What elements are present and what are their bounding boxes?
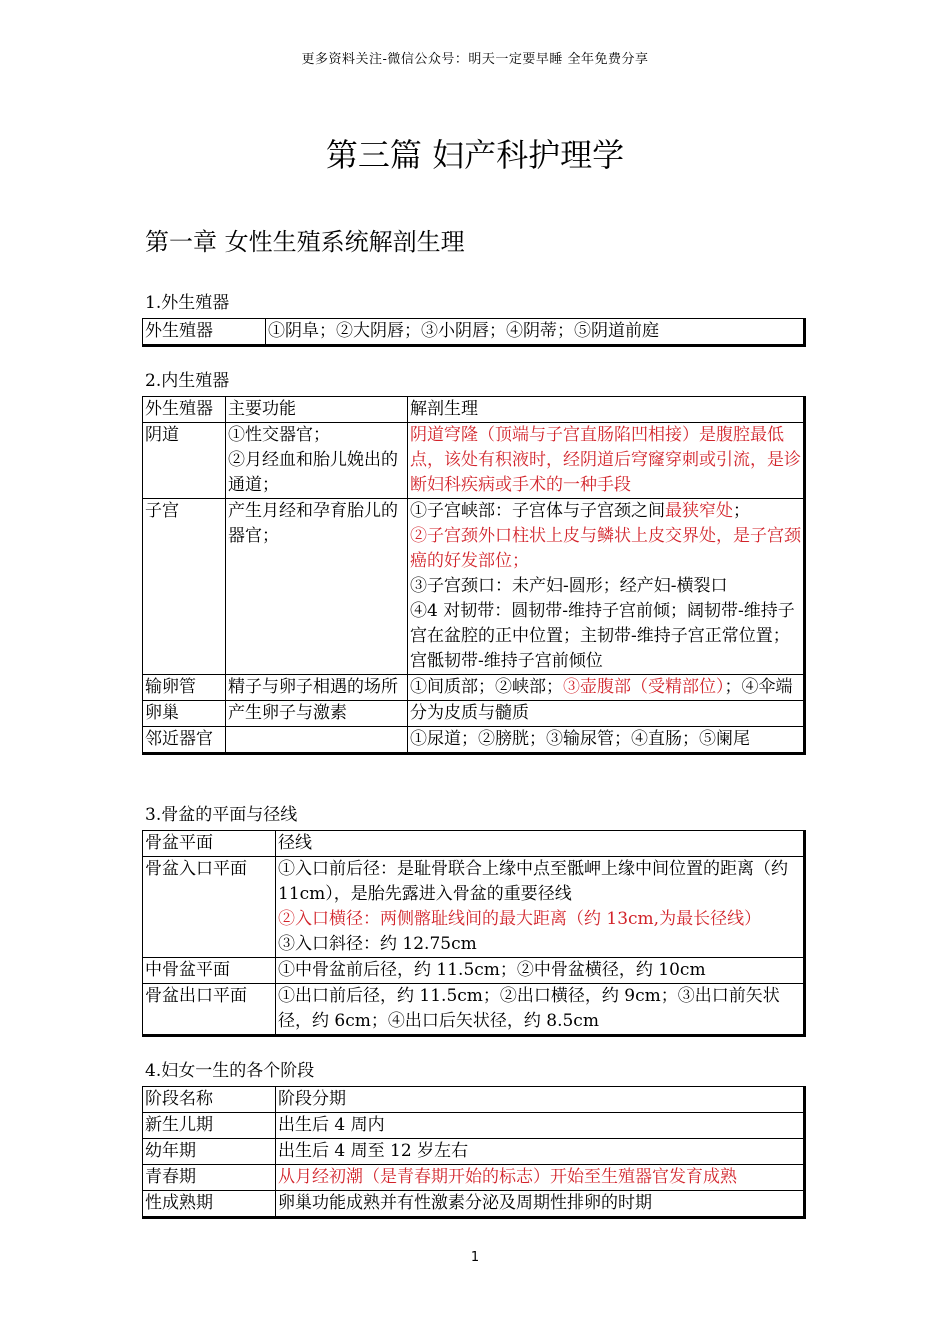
function-cell: 产生月经和孕育胎儿的器官； bbox=[226, 499, 408, 675]
table-row bbox=[143, 319, 805, 346]
row-label: 性成熟期 bbox=[143, 1191, 276, 1218]
row-label: 青春期 bbox=[143, 1165, 276, 1191]
external-genitalia-table bbox=[142, 318, 806, 347]
table-row bbox=[143, 1165, 805, 1191]
anatomy-line: ②子宫颈外口柱状上皮与鳞状上皮交界处，是子宫颈癌的好发部位； bbox=[410, 526, 801, 571]
row-label: 外生殖器 bbox=[143, 319, 266, 346]
row-label: 新生儿期 bbox=[143, 1113, 276, 1139]
table-row bbox=[143, 701, 805, 727]
function-cell: 精子与卵子相遇的场所 bbox=[226, 675, 408, 701]
text-span: ①间质部；②峡部； bbox=[410, 677, 563, 697]
table-header-row bbox=[143, 1087, 805, 1113]
row-content: 卵巢功能成熟并有性激素分泌及周期性排卵的时期 bbox=[276, 1191, 805, 1218]
row-label: 骨盆出口平面 bbox=[143, 984, 276, 1036]
row-label: 中骨盆平面 bbox=[143, 958, 276, 984]
row-content: 出生后 4 周内 bbox=[276, 1113, 805, 1139]
row-label: 阴道 bbox=[143, 423, 226, 499]
column-header: 外生殖器 bbox=[143, 397, 226, 423]
anatomy-cell bbox=[408, 499, 805, 675]
table-row bbox=[143, 1139, 805, 1165]
section-heading-internal: 2.内生殖器 bbox=[145, 371, 230, 391]
text-span: ①子宫峡部：子宫体与子宫颈之间 bbox=[410, 501, 665, 521]
function-cell: 产生卵子与激素 bbox=[226, 701, 408, 727]
function-cell bbox=[226, 727, 408, 754]
table-row bbox=[143, 727, 805, 754]
row-content bbox=[276, 857, 805, 958]
table-row bbox=[143, 958, 805, 984]
text-span: ；④伞端 bbox=[724, 677, 793, 697]
function-line: ②月经血和胎儿娩出的通道； bbox=[228, 450, 398, 495]
table-row bbox=[143, 499, 805, 675]
anatomy-line: ④4 对韧带：圆韧带-维持子宫前倾；阔韧带-维持子宫在盆腔的正中位置；主韧带-维持子宫正常位置；宫骶韧带-维持子宫前倾位 bbox=[410, 601, 795, 671]
section-heading-stages: 4.妇女一生的各个阶段 bbox=[145, 1061, 315, 1081]
function-cell bbox=[226, 423, 408, 499]
row-content: ①中骨盆前后径，约 11.5cm；②中骨盆横径，约 10cm bbox=[276, 958, 805, 984]
highlight-text: ③壶腹部（受精部位） bbox=[563, 677, 725, 697]
table-row bbox=[143, 857, 805, 958]
column-header: 解剖生理 bbox=[408, 397, 805, 423]
table-row bbox=[143, 423, 805, 499]
chapter-title: 第一章 女性生殖系统解剖生理 bbox=[145, 228, 465, 256]
header-note: 更多资料关注-微信公众号：明天一定要早睡 全年免费分享 bbox=[301, 52, 649, 67]
row-label: 子宫 bbox=[143, 499, 226, 675]
anatomy-line bbox=[410, 499, 801, 524]
column-header: 阶段名称 bbox=[143, 1087, 276, 1113]
anatomy-cell: 分为皮质与髓质 bbox=[408, 701, 805, 727]
row-label: 骨盆入口平面 bbox=[143, 857, 276, 958]
highlight-text: 最狭窄处 bbox=[665, 501, 733, 521]
row-label: 幼年期 bbox=[143, 1139, 276, 1165]
row-content: 出生后 4 周至 12 岁左右 bbox=[276, 1139, 805, 1165]
column-header: 主要功能 bbox=[226, 397, 408, 423]
pelvis-table bbox=[142, 830, 806, 1037]
text-span: ； bbox=[733, 501, 750, 521]
table-row bbox=[143, 1113, 805, 1139]
life-stages-table bbox=[142, 1086, 806, 1219]
section-heading-external: 1.外生殖器 bbox=[145, 293, 230, 313]
column-header: 阶段分期 bbox=[276, 1087, 805, 1113]
row-content: 从月经初潮（是青春期开始的标志）开始至生殖器官发育成熟 bbox=[276, 1165, 805, 1191]
function-line: ①性交器官； bbox=[228, 425, 330, 445]
content-line: ③入口斜径：约 12.75cm bbox=[278, 934, 477, 954]
row-label: 卵巢 bbox=[143, 701, 226, 727]
column-header: 骨盆平面 bbox=[143, 831, 276, 857]
table-row bbox=[143, 675, 805, 701]
row-content: ①出口前后径，约 11.5cm；②出口横径，约 9cm；③出口前矢状径，约 6cm；④出口后矢状径，约 8.5cm bbox=[276, 984, 805, 1036]
anatomy-cell: ①尿道；②膀胱；③输尿管；④直肠；⑤阑尾 bbox=[408, 727, 805, 754]
anatomy-line: ③子宫颈口：未产妇-圆形；经产妇-横裂口 bbox=[410, 576, 728, 596]
internal-genitalia-table bbox=[142, 396, 806, 755]
table-row bbox=[143, 984, 805, 1036]
row-label: 邻近器官 bbox=[143, 727, 226, 754]
content-line: ②入口横径：两侧髂耻线间的最大距离（约 13cm,为最长径线） bbox=[278, 909, 762, 929]
anatomy-cell bbox=[408, 675, 805, 701]
row-label: 输卵管 bbox=[143, 675, 226, 701]
table-header-row bbox=[143, 397, 805, 423]
anatomy-cell: 阴道穹隆（顶端与子宫直肠陷凹相接）是腹腔最低点，该处有积液时，经阴道后穹窿穿刺或引流，是诊断妇科疾病或手术的一种手段 bbox=[408, 423, 805, 499]
content-line: ①入口前后径：是耻骨联合上缘中点至骶岬上缘中间位置的距离（约 11cm），是胎先露进入骨盆的重要径线 bbox=[278, 859, 788, 904]
table-header-row bbox=[143, 831, 805, 857]
column-header: 径线 bbox=[276, 831, 805, 857]
row-content: ①阴阜；②大阴唇；③小阴唇；④阴蒂；⑤阴道前庭 bbox=[266, 319, 805, 346]
page-number: 1 bbox=[470, 1250, 480, 1265]
part-title: 第三篇 妇产科护理学 bbox=[325, 136, 625, 174]
table-row bbox=[143, 1191, 805, 1218]
section-heading-pelvis: 3.骨盆的平面与径线 bbox=[145, 805, 298, 825]
